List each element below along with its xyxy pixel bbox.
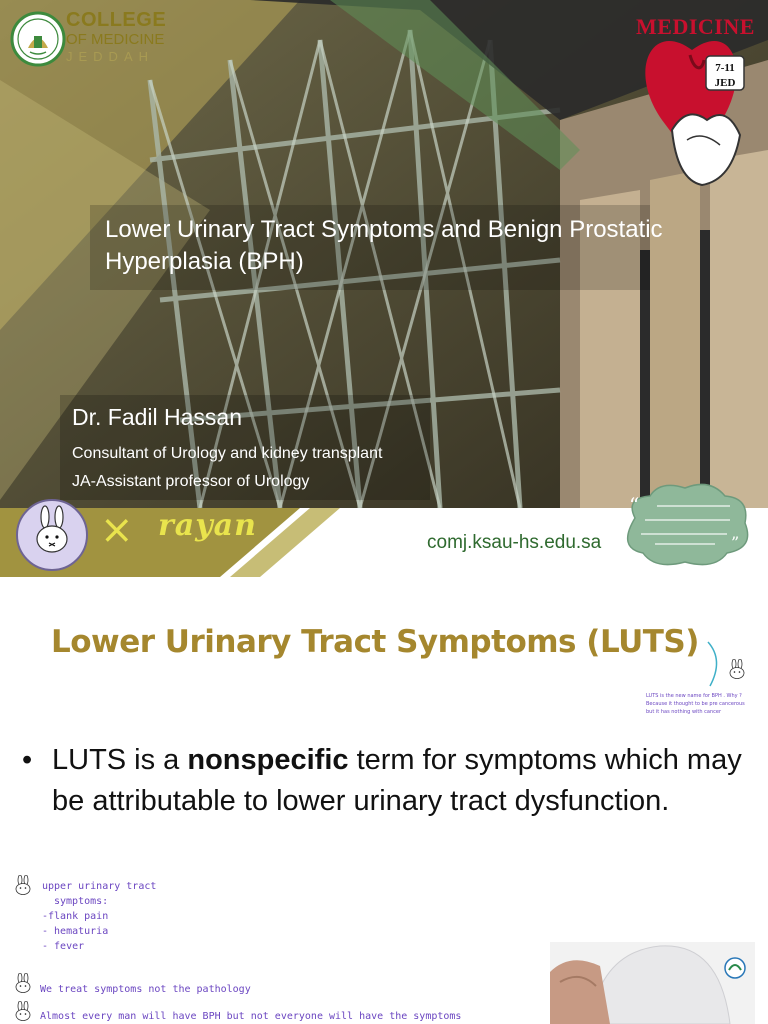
side-note-line-2: Because it thought to be pre cancerous xyxy=(646,701,745,707)
side-note xyxy=(646,692,766,716)
bullet-text xyxy=(52,740,742,822)
college-name xyxy=(66,10,166,63)
bullet-text-pre: LUTS is a xyxy=(52,744,188,776)
college-line1: COLLEGE xyxy=(66,9,167,31)
presentation-title: Lower Urinary Tract Symptoms and Benign Prostatic Hyperplasia (BPH) xyxy=(105,216,663,275)
bunny-icon xyxy=(14,973,32,993)
bullet-dot: • xyxy=(22,744,33,776)
side-note-line-3: but it has nothing with cancer xyxy=(646,709,721,715)
badge-number: 7-11 xyxy=(715,62,735,74)
bunny-icon xyxy=(18,501,86,569)
side-note-line-1: LUTS is the new name for BPH . Why ? xyxy=(646,693,742,699)
medicine-word: MEDICINE xyxy=(636,14,755,39)
college-line3: JEDDAH xyxy=(66,49,155,64)
presenter-name: Dr. Fadil Hassan xyxy=(72,404,243,430)
cloud-quote-icon xyxy=(615,478,755,570)
note-almost-every-man: Almost every man will have BPH but not everyone will have the symptoms xyxy=(40,1011,462,1022)
website-link[interactable]: comj.ksau-hs.edu.sa xyxy=(427,532,602,553)
presenter-role-1: Consultant of Urology and kidney transplant xyxy=(72,445,383,462)
note-treat-symptoms: We treat symptoms not the pathology xyxy=(40,984,251,995)
note-upper-line-3: -flank pain xyxy=(42,911,109,922)
bullet-text-post: term for symptoms which may be attributable to lower urinary tract dysfunction. xyxy=(52,744,742,817)
note-upper-line-2: symptoms: xyxy=(54,896,109,907)
note-upper-tract xyxy=(42,879,202,954)
bunny-badge xyxy=(16,499,88,571)
collab-name: rayan xyxy=(158,508,257,543)
patient-photo-image xyxy=(550,942,755,1024)
bunny-icon xyxy=(728,659,746,679)
badge-city: JED xyxy=(714,77,736,89)
bullet-text-bold: nonspecific xyxy=(187,744,349,776)
note-upper-line-5: - fever xyxy=(42,941,85,952)
title-bracket-doodle xyxy=(706,640,730,690)
svg-text:”: ” xyxy=(731,533,740,552)
college-logo-icon xyxy=(10,6,66,72)
bunny-icon xyxy=(14,875,32,895)
collab-cross: × xyxy=(100,507,134,553)
svg-text:“: “ xyxy=(629,493,640,517)
note-upper-line-1: upper urinary tract xyxy=(42,881,157,892)
college-line2: OF MEDICINE xyxy=(66,31,165,48)
note-upper-line-4: - hematuria xyxy=(42,926,109,937)
luts-slide-title: Lower Urinary Tract Symptoms (LUTS) xyxy=(51,624,699,660)
presenter-role-2: JA-Assistant professor of Urology xyxy=(72,473,310,490)
bunny-icon xyxy=(14,1001,32,1021)
patient-photo xyxy=(550,942,755,1024)
